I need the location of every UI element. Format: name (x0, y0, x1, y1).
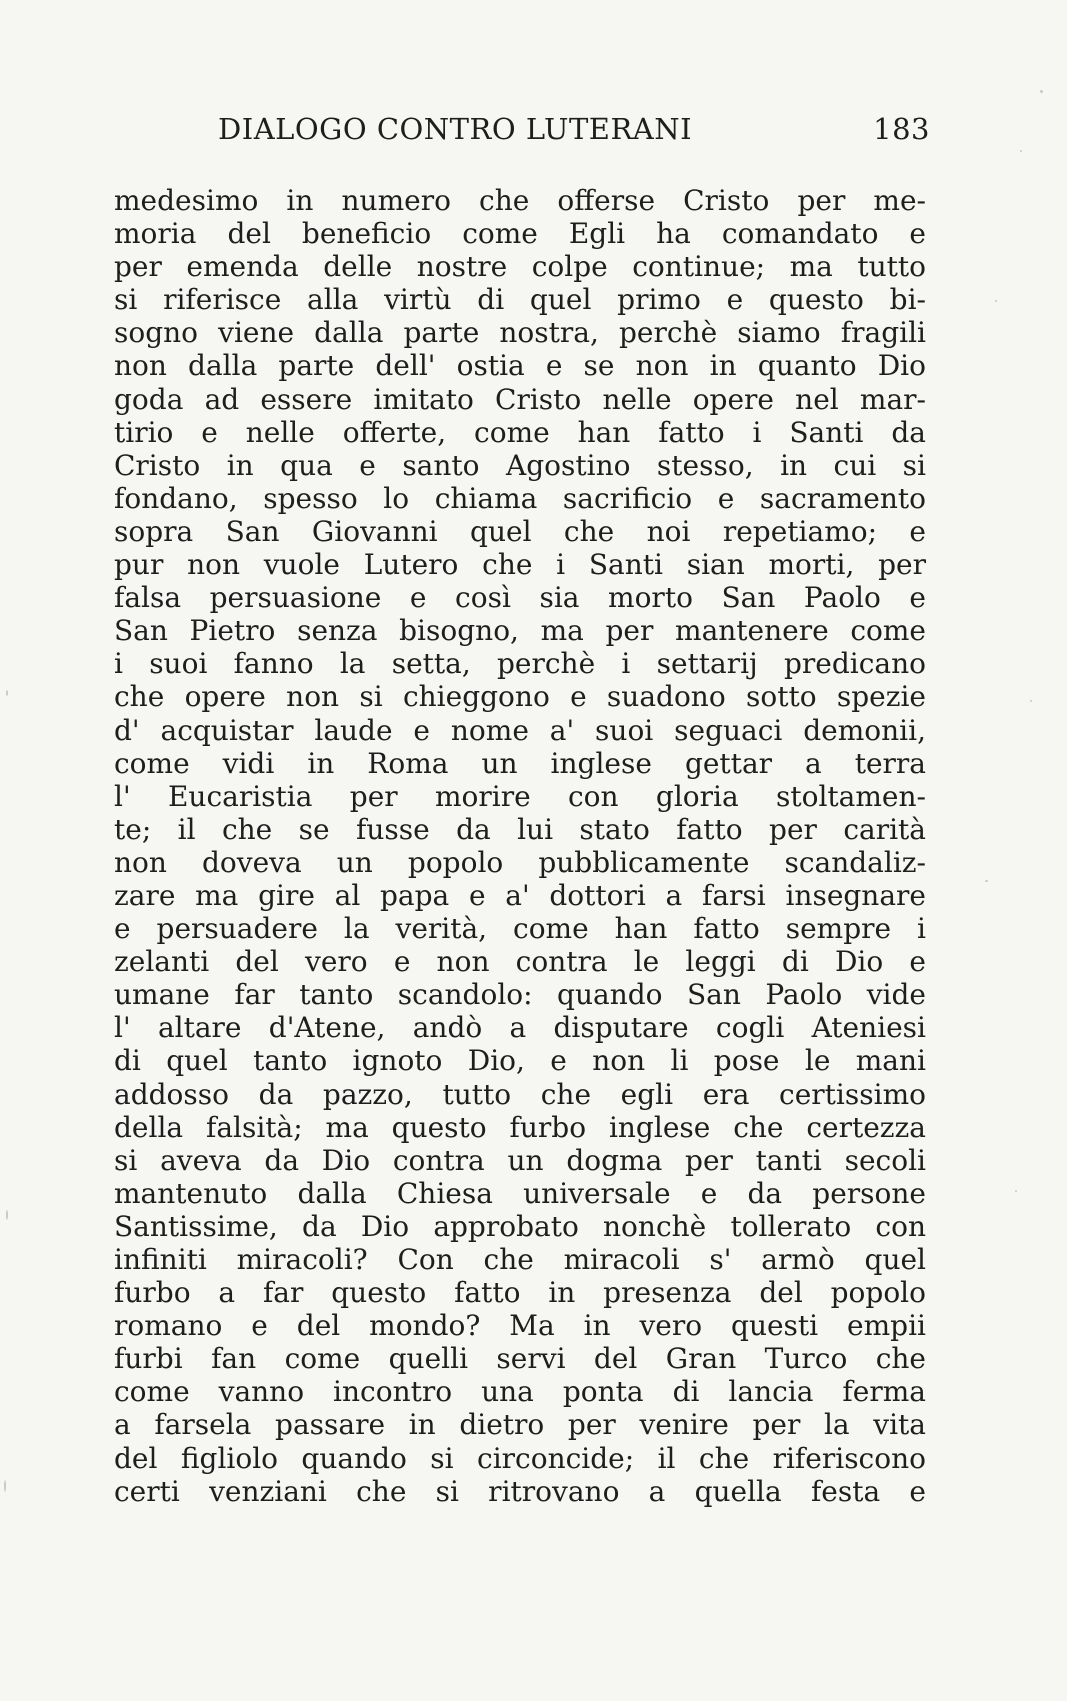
running-head (218, 112, 930, 152)
text-line: per emenda delle nostre colpe continue; ma tutto (114, 250, 926, 284)
text-line: zelanti del vero e non contra le leggi di Dio e (114, 945, 926, 979)
text-line: che opere non si chieggono e suadono sotto spezie (114, 680, 926, 714)
text-line: medesimo in numero che offerse Cristo per me- (114, 184, 926, 217)
text-line: addosso da pazzo, tutto che egli era certissimo (114, 1077, 926, 1111)
scan-speck (1015, 1190, 1017, 1192)
text-line: furbi fan come quelli servi del Gran Turco che (114, 1342, 926, 1376)
text-line: Cristo in qua e santo Agostino stesso, in cui si (114, 448, 926, 482)
text-line: Santissime, da Dio approbato nonchè tollerato con (114, 1209, 926, 1243)
text-line: fondano, spesso lo chiama sacrificio e sacramento (114, 481, 926, 515)
text-line: della falsità; ma questo furbo inglese che certezza (114, 1110, 926, 1144)
text-line: l' Eucaristia per morire con gloria stoltamen- (114, 779, 926, 813)
text-line: infiniti miracoli? Con che miracoli s' armò quel (114, 1243, 926, 1276)
text-line: i suoi fanno la setta, perchè i settarij predicano (114, 647, 926, 681)
text-line: e persuadere la verità, come han fatto sempre i (114, 912, 926, 946)
scan-speck (1020, 150, 1022, 152)
running-title: DIALOGO CONTRO LUTERANI (218, 112, 693, 146)
text-line: non doveva un popolo pubblicamente scandaliz- (114, 845, 926, 879)
scan-speck (6, 1210, 8, 1220)
text-line: d' acquistar laude e nome a' suoi seguaci demonii, (114, 713, 926, 747)
page-number: 183 (873, 112, 930, 146)
text-line: moria del beneficio come Egli ha comandato e (114, 217, 926, 251)
text-line: sogno viene dalla parte nostra, perchè siamo fragili (114, 316, 926, 350)
scan-speck (6, 690, 8, 696)
scan-speck (1030, 700, 1032, 702)
text-line: non dalla parte dell' ostia e se non in quanto Dio (114, 349, 926, 383)
text-line: furbo a far questo fatto in presenza del popolo (114, 1276, 926, 1310)
text-line: te; il che se fusse da lui stato fatto per carità (114, 812, 926, 846)
scan-speck (4, 1480, 6, 1492)
text-line: falsa persuasione e così sia morto San Paolo e (114, 581, 926, 615)
scan-speck (1040, 90, 1043, 93)
text-line: certi venziani che si ritrovano a quella festa e (114, 1474, 926, 1508)
text-line: romano e del mondo? Ma in vero questi empii (114, 1309, 926, 1343)
text-line: sopra San Giovanni quel che noi repetiamo; e (114, 514, 926, 548)
text-line: zare ma gire al papa e a' dottori a farsi insegnare (114, 878, 926, 912)
body-text (114, 184, 926, 1508)
text-line: mantenuto dalla Chiesa universale e da persone (114, 1176, 926, 1210)
text-line: tirio e nelle offerte, come han fatto i Santi da (114, 415, 926, 449)
text-line: l' altare d'Atene, andò a disputare cogli Ateniesi (114, 1011, 926, 1045)
text-line: come vanno incontro una ponta di lancia ferma (114, 1375, 926, 1409)
text-line: goda ad essere imitato Cristo nelle opere nel mar- (114, 382, 926, 416)
text-line: come vidi in Roma un inglese gettar a terra (114, 746, 926, 780)
text-line: si riferisce alla virtù di quel primo e questo bi- (114, 283, 926, 317)
text-line: a farsela passare in dietro per venire per la vita (114, 1408, 926, 1442)
scan-speck (995, 300, 997, 302)
text-line: pur non vuole Lutero che i Santi sian morti, per (114, 548, 926, 582)
scan-speck (985, 880, 988, 882)
text-line: di quel tanto ignoto Dio, e non li pose le mani (114, 1044, 926, 1078)
text-line: si aveva da Dio contra un dogma per tanti secoli (114, 1143, 926, 1177)
text-line: umane far tanto scandolo: quando San Paolo vide (114, 978, 926, 1012)
text-line: San Pietro senza bisogno, ma per mantenere come (114, 614, 926, 648)
text-line: del figliolo quando si circoncide; il che riferiscono (114, 1441, 926, 1475)
